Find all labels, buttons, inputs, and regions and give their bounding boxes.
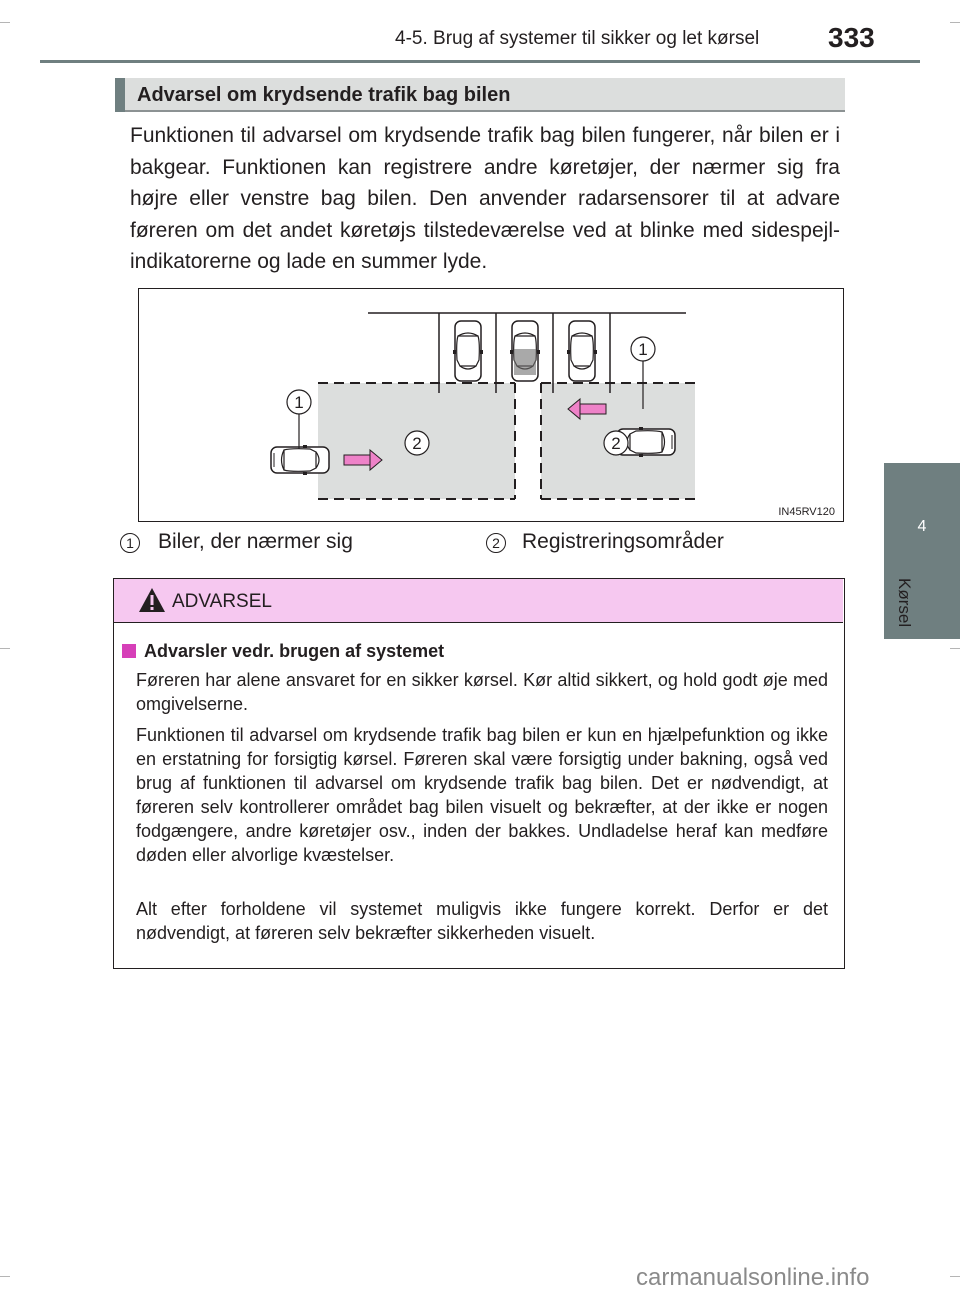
warning-header — [114, 579, 843, 623]
warning-paragraph: Føreren har alene ansvaret for en sikker kørsel. Kør altid sikkert, og hold godt øje med omgivelserne. — [136, 670, 828, 714]
own-car — [510, 321, 540, 381]
warning-paragraph: Alt efter forholdene vil systemet muligvis ikke fungere korrekt. Derfor er det nødvendigt, at føreren selv bekræfter sikkerheden visuelt. — [136, 899, 828, 943]
warning-title: ADVARSEL — [172, 591, 272, 612]
callout-2-left — [405, 431, 429, 455]
crop-mark — [950, 1276, 960, 1277]
svg-text:1: 1 — [294, 393, 304, 412]
crop-mark — [950, 648, 960, 649]
legend-text: Biler, der nærmer sig — [158, 530, 353, 553]
svg-text:2: 2 — [412, 434, 422, 453]
chapter-number: 4 — [917, 518, 927, 535]
chapter-label: Kørsel — [895, 578, 914, 628]
callout-1-left — [287, 390, 311, 414]
callout-1-right — [631, 337, 655, 361]
svg-text:2: 2 — [611, 434, 621, 453]
warning-paragraph: Funktionen til advarsel om krydsende trafik bag bilen er kun en hjælpefunktion og ikke en erstatning for forsigtig kørsel. Føreren skal være forsigtig under bakning, også ved brug af funktionen til advarsel om krydsende trafik bag bilen. Det er nødvendigt, at føreren selv kontrollerer området bag bilen visuelt og bekræfter, at der ikke er nogen fodgængere, andre køretøjer osv., inden der bakkes. Undladelse heraf kan medføre døden eller alvorlige kvæstelser. — [136, 725, 828, 865]
callout-2-right — [604, 431, 628, 455]
parking-diagram — [139, 289, 842, 520]
crop-mark — [0, 648, 10, 649]
figure-code: IN45RV120 — [778, 506, 835, 518]
page-number: 333 — [828, 22, 875, 53]
legend-number: 2 — [486, 533, 506, 553]
legend-text: Registreringsområder — [522, 530, 724, 553]
body-paragraph: Funktionen til advarsel om krydsende trafik bag bilen fungerer, når bilen er i bakgear. Funktionen kan registrere andre køretøjer, der nærmer sig fra højre eller venstre bag bilen. Den anvender radarsensorer til at advare føreren om det andet køretøjs tilstedeværelse ved at blinke med sidespejl-indikatorerne og lade en summer lyde. — [130, 124, 840, 273]
running-header-title: 4-5. Brug af systemer til sikker og let kørsel — [395, 28, 760, 49]
parked-car — [453, 321, 483, 381]
header-rule — [40, 60, 920, 63]
rcta-illustration — [138, 288, 844, 522]
warning-subheading-text: Advarsler vedr. brugen af systemet — [144, 641, 445, 661]
crop-mark — [0, 22, 10, 23]
section-heading: Advarsel om krydsende trafik bag bilen — [137, 84, 511, 106]
warning-subheading — [122, 641, 444, 662]
bullet-square-icon — [122, 644, 136, 658]
warning-box — [113, 578, 845, 969]
crop-mark — [950, 22, 960, 23]
legend-number: 1 — [120, 533, 140, 553]
warning-triangle-icon — [138, 587, 166, 613]
watermark: carmanualsonline.info — [636, 1264, 870, 1291]
section-heading-accent — [115, 78, 125, 112]
section-heading-bar — [115, 78, 845, 112]
approaching-car-left — [271, 445, 329, 475]
parked-car — [567, 321, 597, 381]
crop-mark — [0, 1276, 10, 1277]
svg-text:1: 1 — [638, 340, 648, 359]
